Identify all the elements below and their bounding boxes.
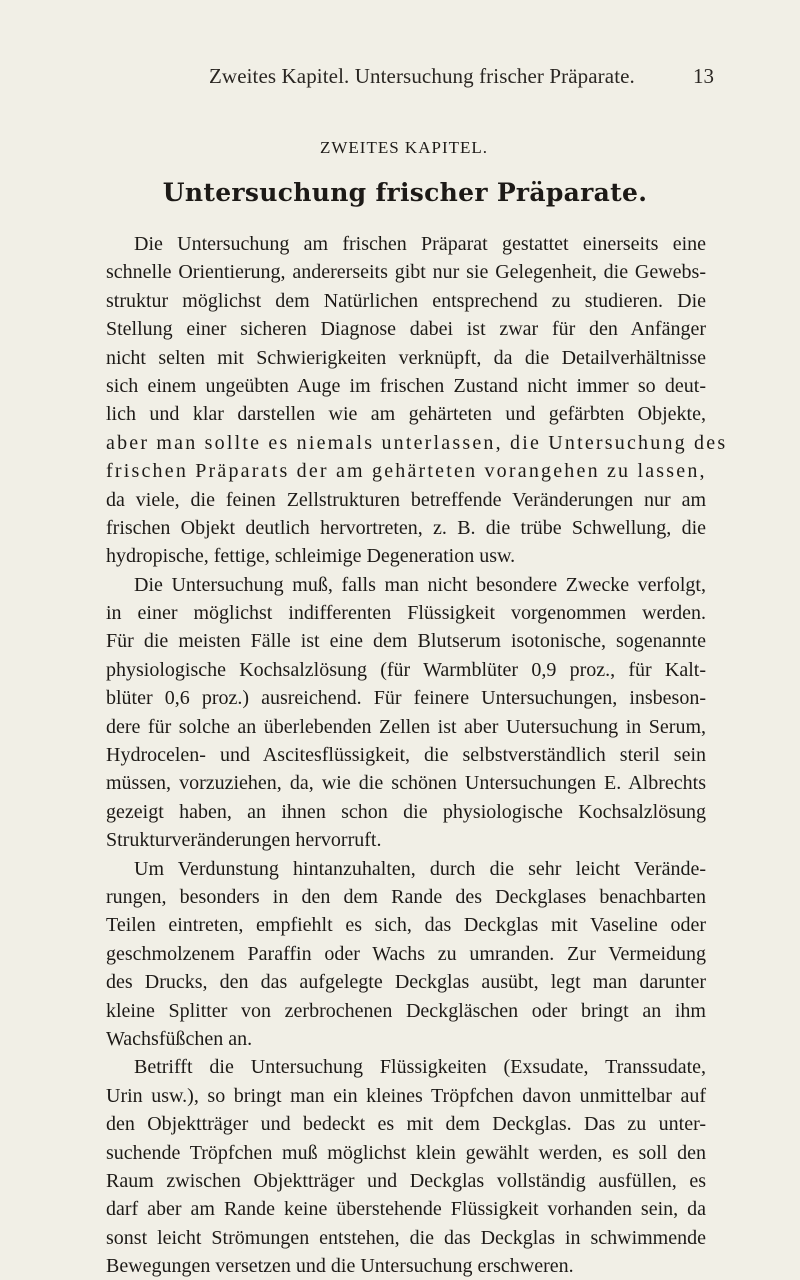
text-line: darf aber am Rande keine überstehende Flüssigkeit vorhanden sein, da xyxy=(106,1198,706,1221)
text-line: Für die meisten Fälle ist eine dem Blutserum isotonische, sogenannte xyxy=(106,630,706,653)
text-line: schnelle Orientierung, andererseits gibt nur sie Gelegenheit, die Gewebs- xyxy=(106,261,706,284)
text-line: Strukturveränderungen hervorruft. xyxy=(106,829,382,852)
text-line: hydropische, fettige, schleimige Degeneration usw. xyxy=(106,545,516,568)
text-line: Die Untersuchung am frischen Präparat gestattet einerseits eine xyxy=(134,233,706,255)
text-line: sich einem ungeübten Auge im frischen Zustand nicht immer so deut- xyxy=(106,374,706,397)
text-line: lich und klar darstellen wie am gehärteten und gefärbten Objekte, xyxy=(106,403,706,426)
text-line: in einer möglichst indifferenten Flüssigkeit vorgenommen werden. xyxy=(106,602,706,625)
text-line: Urin usw.), so bringt man ein kleines Tröpfchen davon unmittelbar auf xyxy=(106,1084,706,1107)
text-line: physiologische Kochsalzlösung (für Warmblüter 0,9 proz., für Kalt- xyxy=(106,658,706,681)
text-line: kleine Splitter von zerbrochenen Deckgläschen oder bringt an ihm xyxy=(106,999,706,1022)
text-line: dere für solche an überlebenden Zellen ist aber Uutersuchung in Serum, xyxy=(106,715,706,738)
text-line: Hydrocelen- und Ascitesflüssigkeit, die selbstverständlich steril sein xyxy=(106,744,706,767)
text-line: Stellung einer sicheren Diagnose dabei ist zwar für den Anfänger xyxy=(106,318,706,341)
chapter-title: Untersuchung frischer Präparate. xyxy=(162,178,648,207)
text-line: sonst leicht Strömungen entstehen, die das Deckglas in schwimmende xyxy=(106,1226,706,1249)
text-line: den Objektträger und bedeckt es mit dem Deckglas. Das zu unter- xyxy=(106,1113,706,1136)
text-line: blüter 0,6 proz.) ausreichend. Für feinere Untersuchungen, insbeson- xyxy=(106,687,706,710)
text-line: da viele, die feinen Zellstrukturen betreffende Veränderungen nur am xyxy=(106,488,706,511)
text-line: des Drucks, den das aufgelegte Deckglas ausübt, legt man darunter xyxy=(106,971,706,994)
page-number: 13 xyxy=(693,64,714,88)
text-line: frischen Präparats der am gehärteten vorangehen zu lassen, xyxy=(106,460,707,483)
text-line: müssen, vorzuziehen, da, wie die schönen Untersuchungen E. Albrechts xyxy=(106,772,706,795)
body-text xyxy=(106,230,728,1280)
text-line: Bewegungen versetzen und die Untersuchung erschweren. xyxy=(106,1255,574,1278)
text-line: rungen, besonders in den dem Rande des Deckglases benachbarten xyxy=(106,885,706,908)
text-line: Die Untersuchung muß, falls man nicht besondere Zwecke verfolgt, xyxy=(134,573,706,596)
text-line: Teilen eintreten, empfiehlt es sich, das Deckglas mit Vaseline oder xyxy=(106,914,706,937)
text-line: geschmolzenem Paraffin oder Wachs zu umranden. Zur Vermeidung xyxy=(106,942,706,965)
running-header: Zweites Kapitel. Untersuchung frischer Präparate. xyxy=(209,64,635,88)
text-line: Um Verdunstung hintanzuhalten, durch die sehr leicht Verände- xyxy=(134,857,706,880)
text-line: gezeigt haben, an ihnen schon die physiologische Kochsalzlösung xyxy=(106,800,706,823)
chapter-label: ZWEITES KAPITEL. xyxy=(319,138,489,157)
text-line: suchende Tröpfchen muß möglichst klein gewählt werden, es soll den xyxy=(106,1141,706,1164)
text-line: aber man sollte es niemals unterlassen, die Untersuchung des xyxy=(106,431,728,454)
text-line: Betrifft die Untersuchung Flüssigkeiten (Exsudate, Transsudate, xyxy=(134,1056,706,1079)
text-line: struktur möglichst dem Natürlichen entsprechend zu studieren. Die xyxy=(106,289,706,312)
text-line: frischen Objekt deutlich hervortreten, z. B. die trübe Schwellung, die xyxy=(106,516,706,539)
text-line: Raum zwischen Objektträger und Deckglas vollständig ausfüllen, es xyxy=(106,1169,706,1192)
text-line: nicht selten mit Schwierigkeiten verknüpft, da die Detailverhältnisse xyxy=(106,346,706,369)
text-line: Wachsfüßchen an. xyxy=(106,1027,253,1050)
